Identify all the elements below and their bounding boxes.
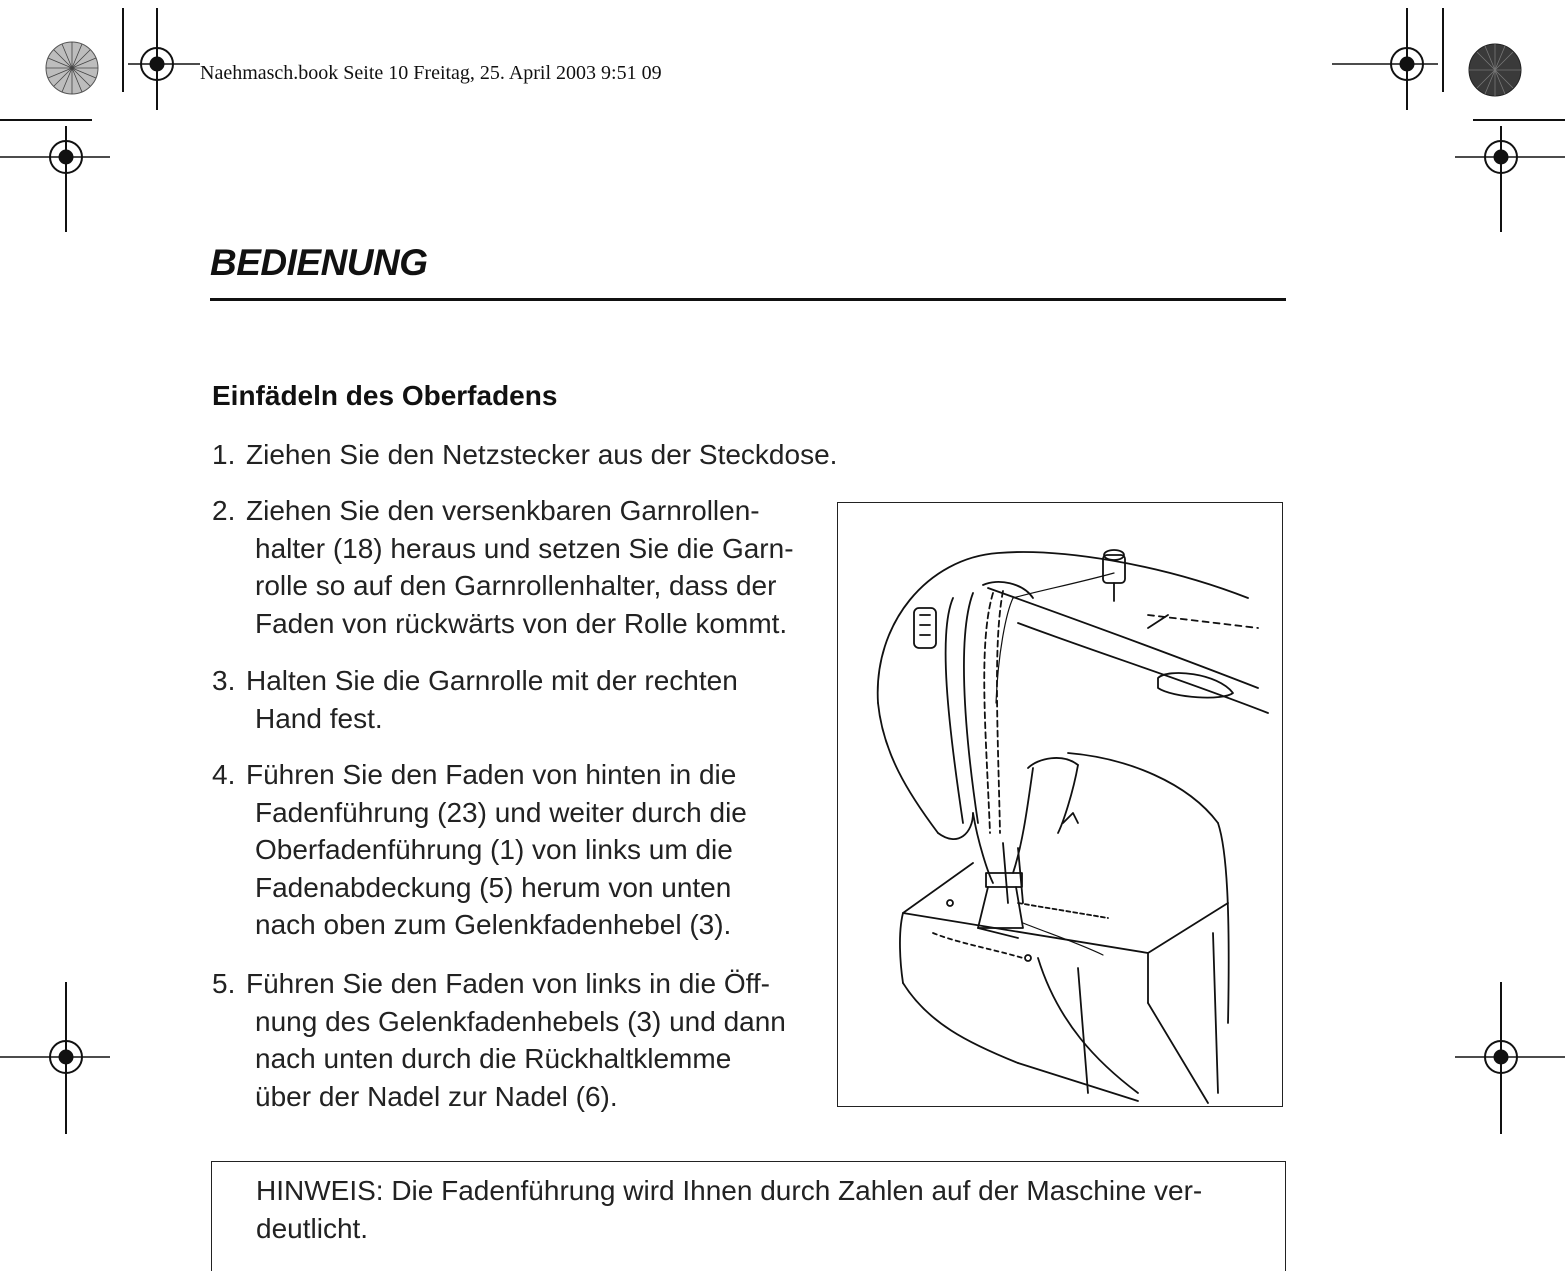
step-text: Fadenführung (23) und weiter durch die [255,796,747,828]
note-text [256,1172,1202,1247]
step-text: Ziehen Sie den Netzstecker aus der Steckdose. [246,439,838,470]
step-text: Führen Sie den Faden von hinten in die [246,759,737,790]
step-number: 5. [212,968,236,999]
step-text: Halten Sie die Garnrolle mit der rechten [246,665,738,696]
step-text: rolle so auf den Garnrollenhalter, dass der [255,570,777,601]
note-box [211,1161,1286,1271]
crosshair-icon [0,982,110,1134]
note-line: deutlicht. [256,1212,369,1244]
step-text: nach oben zum Gelenkfadenhebel (3). [255,909,732,940]
step-text: nung des Gelenkfadenhebels (3) und dann [255,1005,786,1037]
sewing-machine-figure [837,502,1283,1107]
sewing-machine-icon [838,503,1281,1105]
crosshair-icon [1332,8,1438,110]
step-number: 4. [212,759,236,790]
step-2 [212,492,794,642]
note-line: HINWEIS: Die Fadenführung wird Ihnen durch Zahlen auf der Maschine ver- [256,1175,1203,1206]
step-text: über der Nadel zur Nadel (6). [255,1080,618,1112]
step-5 [212,965,786,1115]
step-1 [212,436,837,474]
step-number: 3. [212,665,236,696]
step-number: 1. [212,439,236,470]
crosshair-icon [128,8,200,110]
step-4 [212,756,747,944]
step-number: 2. [212,495,236,526]
crosshair-icon [0,126,110,232]
step-text: Hand fest. [255,702,383,734]
print-slug: Naehmasch.book Seite 10 Freitag, 25. April 2003 9:51 09 [200,62,662,84]
subheading: Einfädeln des Oberfadens [212,380,558,411]
step-text: Faden von rückwärts von der Rolle kommt. [255,607,788,639]
page-title: BEDIENUNG [210,242,428,283]
step-text: Oberfadenführung (1) von links um die [255,834,733,865]
crosshair-icon [1455,126,1565,232]
step-text: Führen Sie den Faden von links in die Öff- [246,968,771,999]
crosshair-icon [1455,982,1565,1134]
step-text: nach unten durch die Rückhaltklemme [255,1043,732,1074]
step-text: Ziehen Sie den versenkbaren Garnrollen- [246,495,760,526]
title-divider [210,298,1286,301]
color-wheel-left-icon [46,42,98,94]
color-wheel-right-icon [1469,44,1521,96]
step-text: halter (18) heraus und setzen Sie die Garn- [255,532,794,564]
step-3 [212,662,738,737]
step-text: Fadenabdeckung (5) herum von unten [255,871,732,903]
